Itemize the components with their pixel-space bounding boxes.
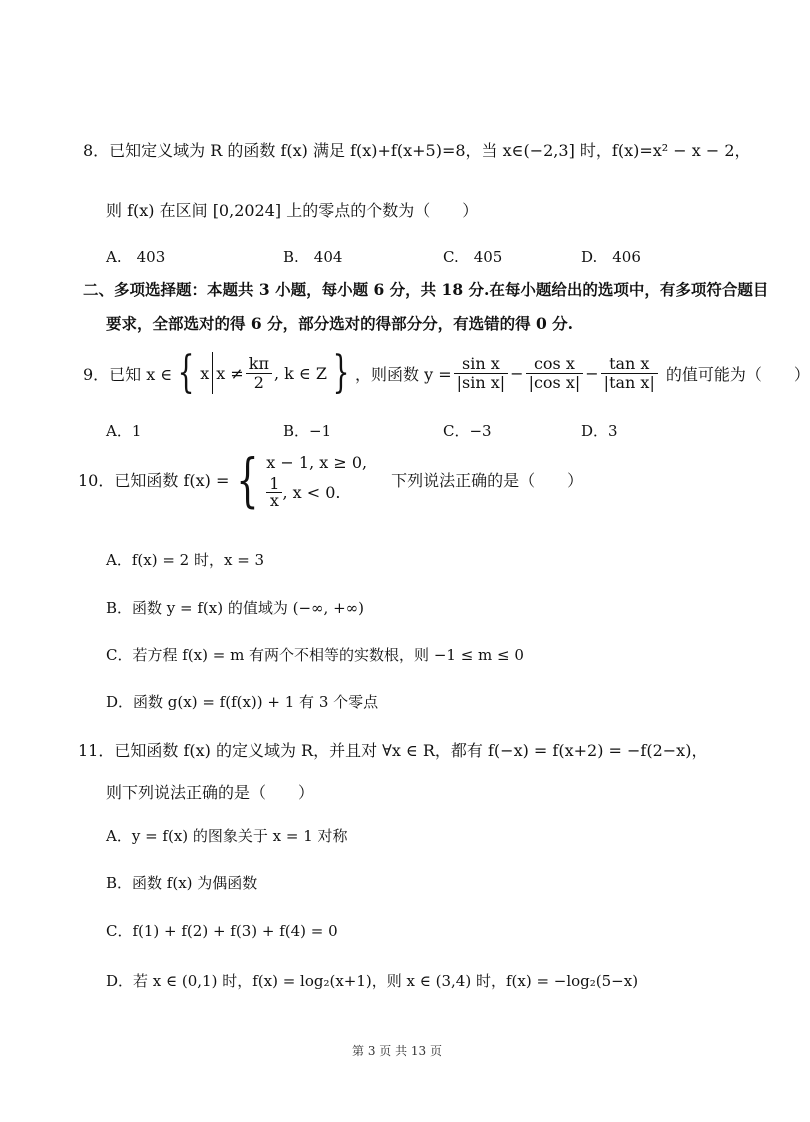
q11-option-c: C．f(1) + f(2) + f(3) + f(4) = 0 [106, 922, 338, 940]
q9-stem [83, 347, 810, 398]
q8-option-c: C. 405 [443, 248, 503, 266]
q9-option-a: A．1 [106, 422, 142, 440]
page-number-footer: 第 3 页 共 13 页 [352, 1044, 442, 1058]
q9-option-c: C．−3 [443, 422, 492, 440]
fraction-numerator: kπ [246, 355, 272, 374]
right-brace: } [332, 347, 350, 398]
q9-suffix: 的值可能为（ ） [665, 364, 810, 384]
q8-stem-line1: 8．已知定义域为 R 的函数 f(x) 满足 f(x)+f(x+5)=8，当 x∈(−2,3] 时，f(x)=x² − x − 2， [83, 141, 751, 160]
q10-option-c: C．若方程 f(x) = m 有两个不相等的实数根，则 −1 ≤ m ≤ 0 [106, 646, 524, 664]
term3-denominator: |tan x| [603, 372, 655, 392]
left-brace: { [236, 445, 259, 514]
q9-mid: ，则函数 y = [355, 364, 452, 384]
q9-set-fraction [246, 355, 272, 392]
q9-term3 [601, 355, 658, 392]
minus-sign: − [510, 363, 524, 383]
q8-stem-line2: 则 f(x) 在区间 [0,2024] 上的零点的个数为（ ） [106, 201, 479, 220]
minus-sign: − [585, 363, 599, 383]
piece2-rest: , x < 0. [282, 482, 341, 502]
left-brace: { [177, 347, 195, 398]
q8-option-a: A. 403 [106, 248, 166, 266]
q10-option-b: B．函数 y = f(x) 的值域为 (−∞, +∞) [106, 599, 364, 617]
q11-option-d: D．若 x ∈ (0,1) 时，f(x) = log₂(x+1)，则 x ∈ (3,4) 时，f(x) = −log₂(5−x) [106, 972, 639, 990]
q10-option-a: A．f(x) = 2 时，x = 3 [106, 551, 265, 569]
piece2-numerator: 1 [266, 476, 282, 493]
q10-piece1: x − 1, x ≥ 0, [266, 453, 368, 472]
q10-option-d: D．函数 g(x) = f(f(x)) + 1 有 3 个零点 [106, 693, 379, 711]
section2-heading-line2: 要求，全部选对的得 6 分，部分选对的得部分分，有选错的得 0 分. [106, 314, 574, 333]
set-divider [212, 352, 213, 394]
q9-set-var: x [200, 363, 210, 383]
q10-suffix: 下列说法正确的是（ ） [391, 471, 584, 490]
q9-option-b: B．−1 [283, 422, 332, 440]
q9-set-cond-lhs: x ≠ [216, 363, 244, 383]
term3-numerator: tan x [601, 355, 658, 374]
q11-stem-line2: 则下列说法正确的是（ ） [106, 783, 315, 802]
piece2-fraction [266, 476, 282, 509]
q11-option-a: A．y = f(x) 的图象关于 x = 1 对称 [106, 827, 348, 845]
q9-prefix: 9．已知 x ∈ [83, 364, 173, 384]
term2-denominator: |cos x| [528, 372, 581, 392]
q10-piece2 [266, 476, 367, 509]
q11-option-b: B．函数 f(x) 为偶函数 [106, 874, 258, 892]
fraction-denominator: 2 [253, 372, 264, 392]
q10-stem [78, 445, 584, 514]
term2-numerator: cos x [526, 355, 584, 374]
q10-piecewise [266, 450, 367, 509]
q8-option-b: B. 404 [283, 248, 343, 266]
q9-option-d: D．3 [581, 422, 618, 440]
piece2-denominator: x [269, 491, 279, 510]
q9-set-cond-rhs: , k ∈ Z [274, 363, 327, 383]
q10-prefix: 10．已知函数 f(x) = [78, 471, 230, 490]
q9-term2 [526, 355, 584, 392]
q8-option-d: D. 406 [581, 248, 641, 266]
q9-term1 [454, 355, 509, 392]
term1-numerator: sin x [454, 355, 509, 374]
section2-heading-line1: 二、多项选择题：本题共 3 小题，每小题 6 分，共 18 分.在每小题给出的选项中，有多项符合题目 [83, 280, 769, 299]
q11-stem-line1: 11．已知函数 f(x) 的定义域为 R，并且对 ∀x ∈ R，都有 f(−x) = f(x+2) = −f(2−x)， [78, 741, 708, 760]
term1-denominator: |sin x| [456, 372, 506, 392]
